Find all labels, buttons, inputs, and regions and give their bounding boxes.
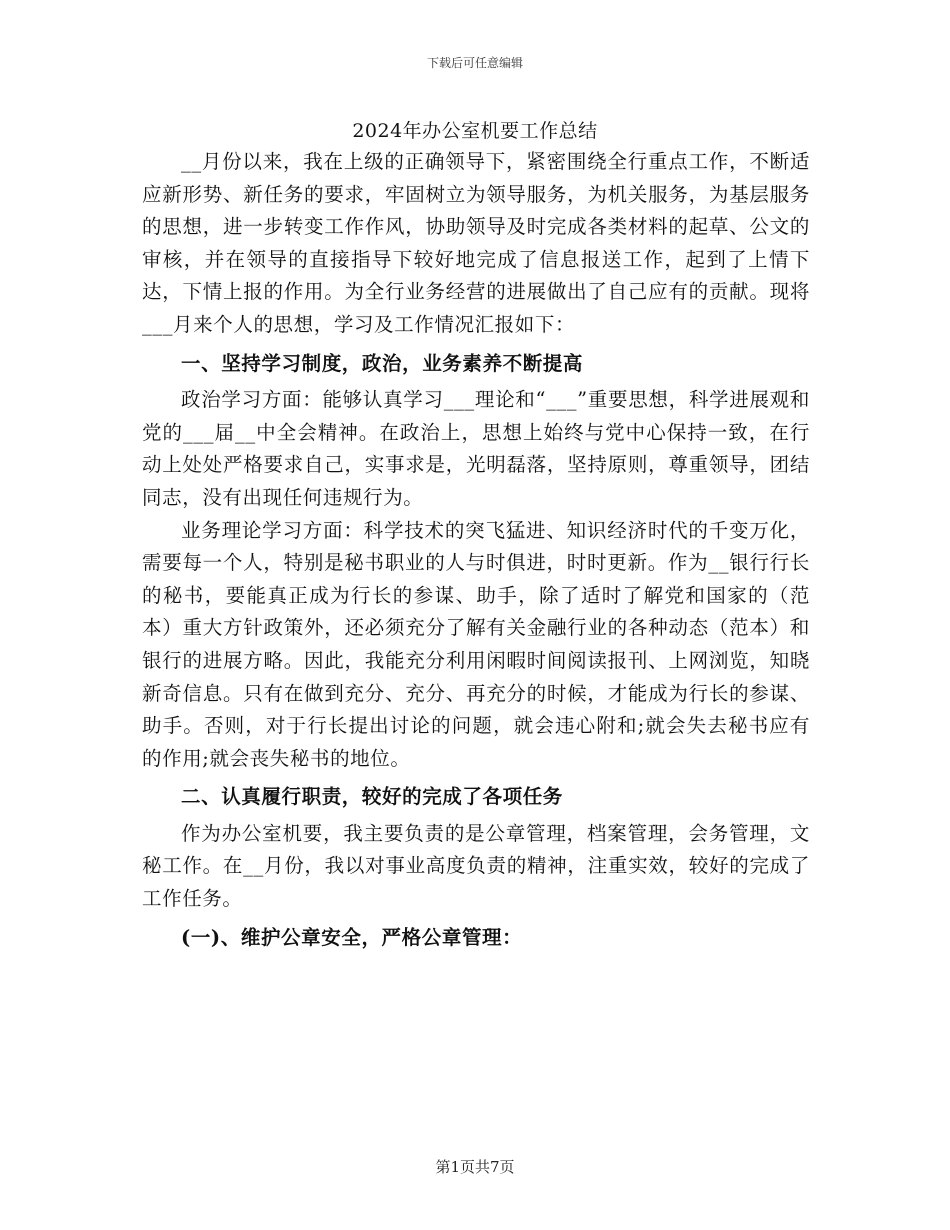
document-body [142, 146, 810, 958]
section-heading-2: 二、认真履行职责，较好的完成了各项任务 [181, 785, 563, 809]
header-note: 下载后可任意编辑 [426, 56, 523, 70]
document-title: 2024年办公室机要工作总结 [352, 120, 598, 142]
intro-paragraph: __月份以来，我在上级的正确领导下，紧密围绕全行重点工作，不断适应新形势、新任务的要求，牢固树立为领导服务，为机关服务，为基层服务的思想，进一步转变工作作风，协助领导及时完成各类材料的起草、公文的审核，并在领导的直接指导下较好地完成了信息报送工作，起到了上情下达，下情上报的作用。为全行业务经营的进展做出了自己应有的贡献。现将___月来个人的思想，学习及工作情况汇报如下： [142, 150, 810, 336]
business-study-paragraph: 业务理论学习方面：科学技术的突飞猛进、知识经济时代的千变万化，需要每一个人，特别是秘书职业的人与时俱进，时时更新。作为__银行行长的秘书，要能真正成为行长的参谋、助手，除了适时了解党和国家的（范本）重大方针政策外，还必须充分了解有关金融行业的各种动态（范本）和银行的进展方略。因此，我能充分利用闲暇时间阅读报刊、上网浏览，知晓新奇信息。只有在做到充分、充分、再充分的时候，才能成为行长的参谋、助手。否则，对于行长提出讨论的问题，就会违心附和;就会失去秘书应有的作用;就会丧失秘书的地位。 [142, 518, 810, 770]
subsection-heading-1: (一)、维护公章安全，严格公章管理： [181, 925, 523, 949]
political-study-paragraph: 政治学习方面：能够认真学习___理论和“___”重要思想，科学进展观和党的___届__中全会精神。在政治上，思想上始终与党中心保持一致，在行动上处处严格要求自己，实事求是，光明磊落，坚持原则，尊重领导，团结同志，没有出现任何违规行为。 [142, 388, 810, 509]
page-number: 第1页共7页 [435, 1158, 515, 1176]
section-heading-1: 一、坚持学习制度，政治，业务素养不断提高 [181, 351, 584, 375]
duties-paragraph: 作为办公室机要，我主要负责的是公章管理，档案管理，会务管理，文秘工作。在__月份，我以对事业高度负责的精神，注重实效，较好的完成了工作任务。 [142, 821, 810, 911]
